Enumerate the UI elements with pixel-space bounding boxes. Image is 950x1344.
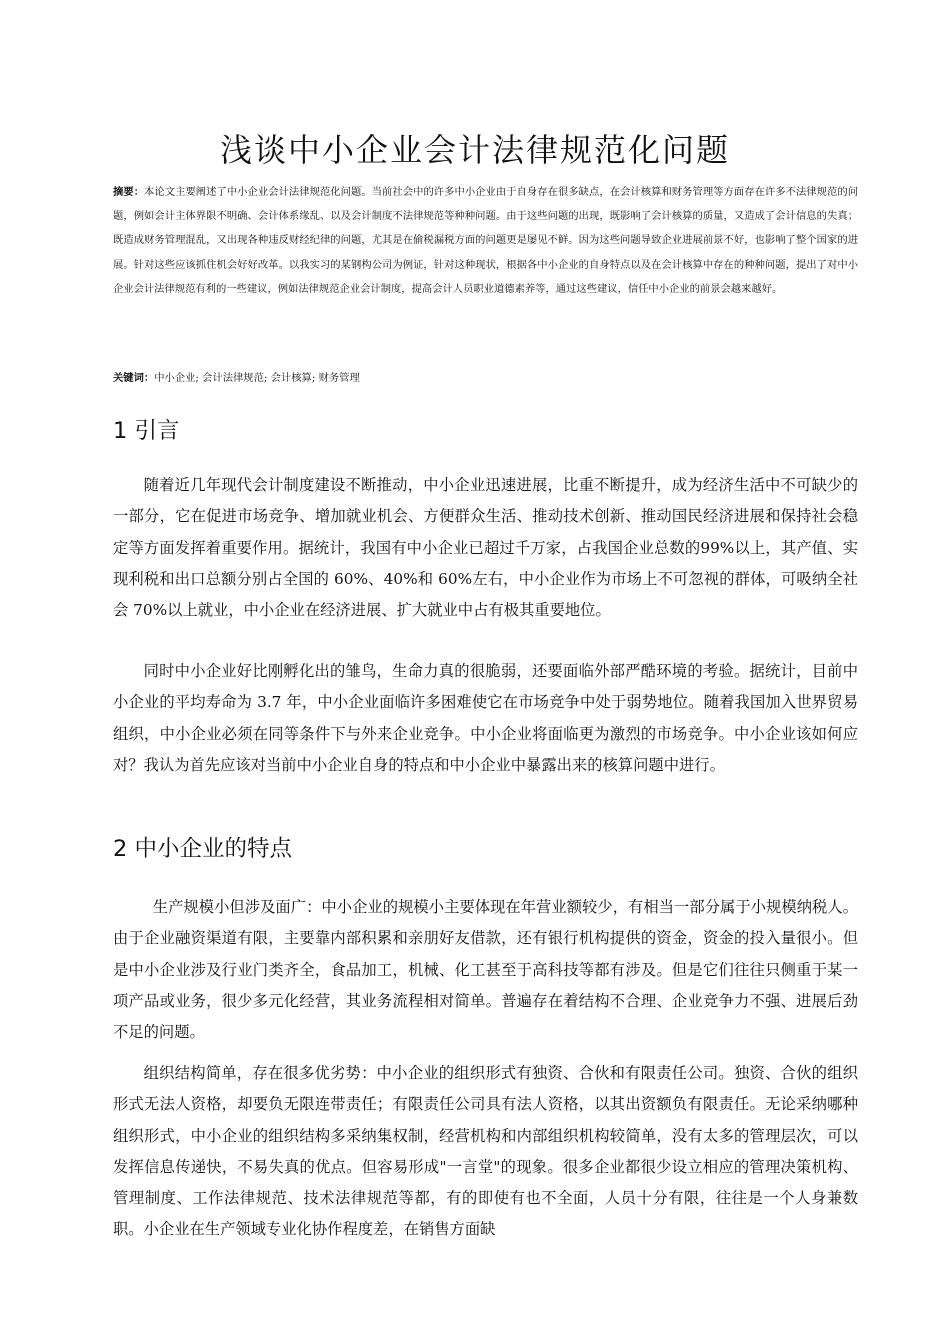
keywords-label: 关键词：	[113, 372, 155, 384]
section-heading-characteristics: 2 中小企业的特点	[113, 836, 292, 862]
keywords	[113, 366, 858, 390]
paragraph: 组织结构简单，存在很多优劣势：中小企业的组织形式有独资、合伙和有限责任公司。独资、合伙的组织形式无法人资格，却要负无限连带责任；有限责任公司具有法人资格，以其出资额负有限责任。无论采纳哪种组织形式，中小企业的组织结构多采纳集权制，经营机构和内部组织机构较简单，没有太多的管理层次，可以发挥信息传递快，不易失真的优点。但容易形成"一言堂"的现象。很多企业都很少设立相应的管理决策机构、管理制度、工作法律规范、技术法律规范等都，有的即使有也不全面，人员十分有限，往往是一个人身兼数职。小企业在生产领域专业化协作程度差，在销售方面缺	[113, 1064, 858, 1239]
abstract-text: 本论文主要阐述了中小企业会计法律规范化问题。当前社会中的许多中小企业由于自身存在很多缺点，在会计核算和财务管理等方面存在许多不法律规范的问题，例如会计主体界限不明确、会计体系缘乱、以及会计制度不法律规范等种种问题。由于这些问题的出现，既影响了会计核算的质量，又造成了会计信息的失真；既造成财务管理混乱，又出现各种违反财经纪律的问题，尤其是在偷税漏税方面的问题更是屡见不鲜。因为这些问题导致企业进展前景不好，也影响了整个国家的进展。针对这些应该抓住机会好好改革。以我实习的某钢构公司为例证，针对这种现状，根据各中小企业的自身特点以及在会计核算中存在的种种问题，提出了对中小企业会计法律规范有利的一些建议，例如法律规范企业会计制度，提高会计人员职业道德素养等，通过这些建议，信任中小企业的前景会越来越好。	[113, 186, 858, 295]
paragraph: 同时中小企业好比刚孵化出的雏鸟，生命力真的很脆弱，还要面临外部严酷环境的考验。据统计，目前中小企业的平均寿命为 3.7 年，中小企业面临许多困难使它在市场竞争中处于弱势地位。随着我国加入世界贸易组织，中小企业必须在同等条件下与外来企业竞争。中小企业将面临更为激烈的市场竞争。中小企业该如何应对？我认为首先应该对当前中小企业自身的特点和中小企业中暴露出来的核算问题中进行。	[113, 662, 858, 774]
paper-title: 浅谈中小企业会计法律规范化问题	[219, 131, 730, 169]
abstract-label: 摘要：	[113, 186, 145, 198]
paragraph: 随着近几年现代会计制度建设不断推动，中小企业迅速进展，比重不断提升，成为经济生活中不可缺少的一部分，它在促进市场竞争、增加就业机会、方便群众生活、推动技术创新、推动国民经济进展和保持社会稳定等方面发挥着重要作用。据统计，我国有中小企业已超过千万家，占我国企业总数的99%以上，其产值、实现利税和出口总额分别占全国的 60%、40%和 60%左右，中小企业作为市场上不可忽视的群体，可吸纳全社会 70%以上就业，中小企业在经济进展、扩大就业中占有极其重要地位。	[113, 476, 858, 620]
paragraph: 生产规模小但涉及面广：中小企业的规模小主要体现在年营业额较少，有相当一部分属于小规模纳税人。由于企业融资渠道有限，主要靠内部积累和亲朋好友借款，还有银行机构提供的资金，资金的投入量很小。但是中小企业涉及行业门类齐全，食品加工，机械、化工甚至于高科技等都有涉及。但是它们往往只侧重于某一项产品或业务，很少多元化经营，其业务流程相对简单。普遍存在着结构不合理、企业竞争力不强、进展后劲不足的问题。	[113, 898, 858, 1042]
keywords-text: 中小企业; 会计法律规范; 会计核算; 财务管理	[154, 372, 360, 384]
abstract	[113, 180, 858, 301]
section-heading-introduction: 1 引言	[113, 418, 180, 444]
